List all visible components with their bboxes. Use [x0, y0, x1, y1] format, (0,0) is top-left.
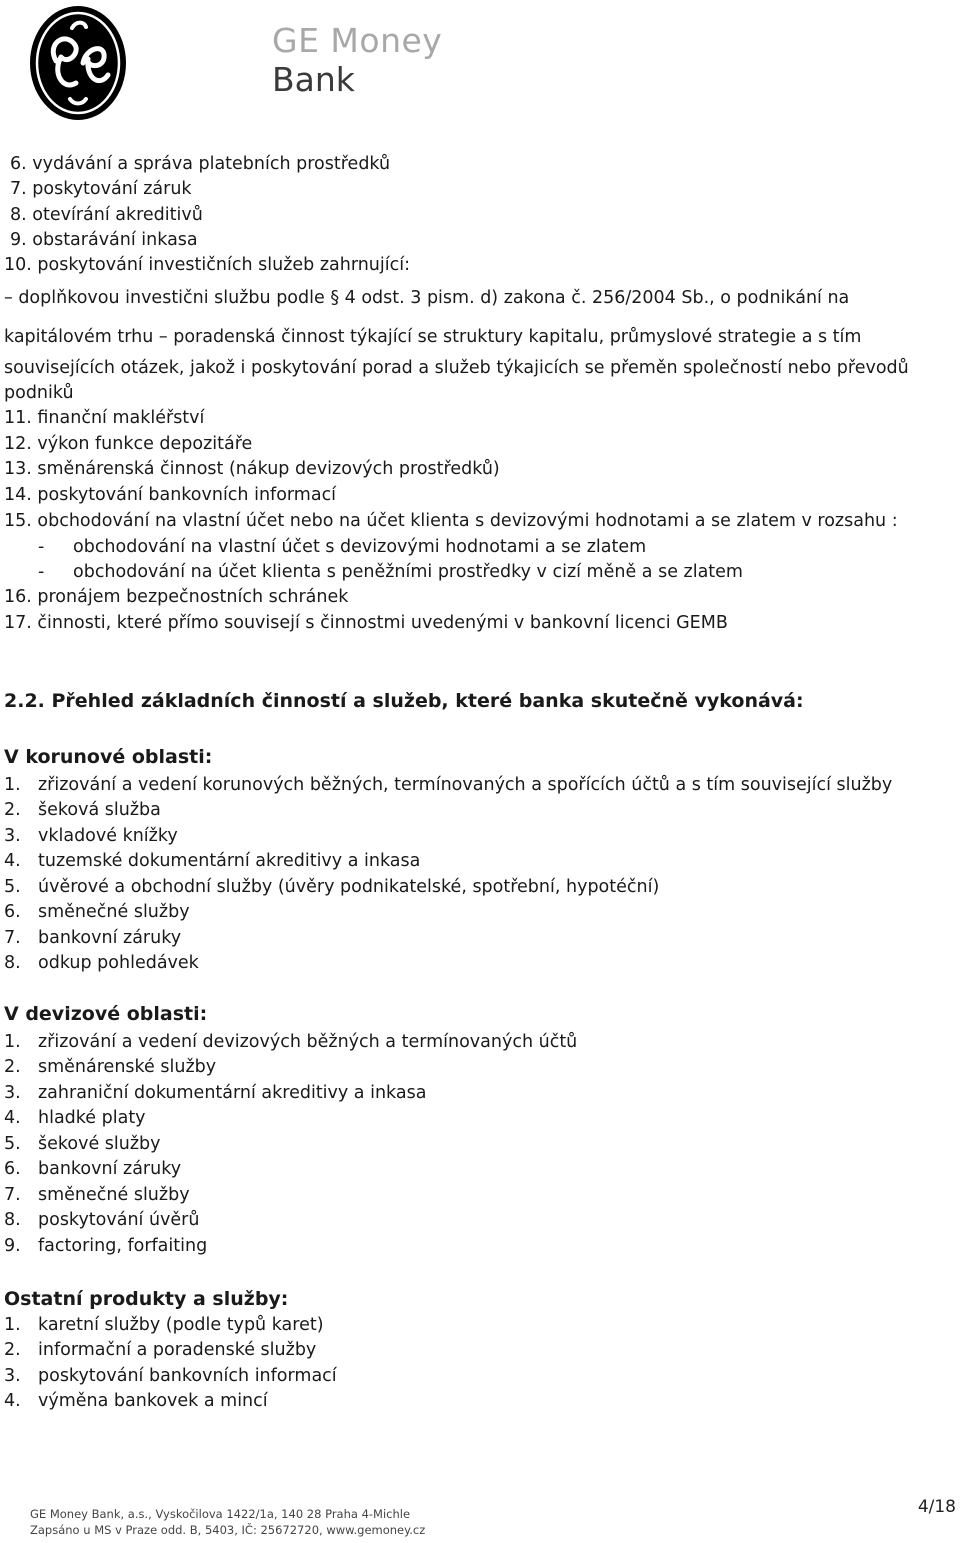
item-number: 1. — [4, 1315, 21, 1335]
list-item: 6. vydávání a správa platebních prostředků — [10, 154, 391, 174]
item-number: 4. — [4, 1391, 21, 1411]
list-item: 10. poskytování investičních služeb zahrnující: — [4, 255, 410, 275]
list-item: 16. pronájem bezpečnostních schránek — [4, 587, 349, 607]
item-text: informační a poradenské služby — [38, 1340, 317, 1360]
list-item — [4, 1342, 316, 1360]
list-item — [4, 1059, 216, 1077]
item-text: směnečné služby — [38, 1185, 190, 1205]
item-number: 3. — [4, 1083, 21, 1103]
section-heading: 2.2. Přehled základních činností a služeb, které banka skutečně vykonává: — [4, 690, 804, 712]
list-item — [4, 1161, 181, 1179]
list-item — [4, 1212, 199, 1230]
list-item — [4, 1085, 426, 1103]
item-text: tuzemské dokumentární akreditivy a inkasa — [38, 851, 421, 871]
list-item — [4, 904, 190, 922]
sub-item-dash: - — [38, 562, 45, 582]
item-text: karetní služby (podle typů karet) — [38, 1315, 324, 1335]
item-number: 2. — [4, 800, 21, 820]
list-item — [4, 1034, 577, 1052]
paragraph-line: – doplňkovou investični službu podle § 4 odst. 3 pism. d) zakona č. 256/2004 Sb., o podnikání na — [4, 288, 850, 308]
brand-line-1: GE Money — [272, 21, 443, 60]
item-number: 2. — [4, 1057, 21, 1077]
item-number: 2. — [4, 1340, 21, 1360]
item-text: zřizování a vedení devizových běžných a termínovaných účtů — [38, 1032, 578, 1052]
item-number: 4. — [4, 1108, 21, 1128]
item-text: bankovní záruky — [38, 1159, 182, 1179]
footer-address: GE Money Bank, a.s., Vyskočilova 1422/1a, 140 28 Praha 4-Michle — [30, 1507, 411, 1521]
item-text: hladké platy — [38, 1108, 146, 1128]
page-number: 4/18 — [917, 1497, 956, 1517]
brand-line-2: Bank — [272, 60, 355, 99]
item-text: směnečné služby — [38, 902, 190, 922]
list-item: 7. poskytování záruk — [10, 179, 192, 199]
item-number: 4. — [4, 851, 21, 871]
page-header — [0, 0, 960, 130]
item-text: zahraniční dokumentární akreditivy a inkasa — [38, 1083, 427, 1103]
list-item: 9. obstarávání inkasa — [10, 230, 198, 250]
list-item — [4, 802, 161, 820]
item-number: 8. — [4, 953, 21, 973]
item-number: 9. — [4, 1236, 21, 1256]
paragraph-line: souvisejících otázek, jakož i poskytování porad a služeb týkajicích se přeměn společností nebo převodů — [4, 358, 909, 378]
sub-item-dash: - — [38, 537, 45, 557]
ge-logo-icon — [28, 3, 128, 123]
list-item: 14. poskytování bankovních informací — [4, 485, 337, 505]
list-item — [4, 1136, 161, 1154]
list-item — [4, 853, 420, 871]
item-text: šekové služby — [38, 1134, 161, 1154]
list-item — [4, 1317, 324, 1335]
item-number: 7. — [4, 928, 21, 948]
subsection-title-devizove: V devizové oblasti: — [4, 1003, 208, 1025]
item-text: bankovní záruky — [38, 928, 182, 948]
list-item — [4, 1393, 268, 1411]
list-item — [4, 930, 181, 948]
list-item: 13. směnárenská činnost (nákup devizových prostředků) — [4, 459, 500, 479]
item-number: 3. — [4, 1366, 21, 1386]
item-text: odkup pohledávek — [38, 953, 199, 973]
paragraph-line: podniků — [4, 383, 74, 403]
list-item: 15. obchodování na vlastní účet nebo na účet klienta s devizovými hodnotami a se zlatem v rozsahu : — [4, 511, 898, 531]
list-item — [4, 1238, 207, 1256]
list-item: 11. finanční makléřství — [4, 408, 205, 428]
item-text: výměna bankovek a mincí — [38, 1391, 268, 1411]
item-text: zřizování a vedení korunových běžných, termínovaných a spořících účtů a s tím související služby — [38, 775, 893, 795]
list-item — [4, 1110, 146, 1128]
item-number: 8. — [4, 1210, 21, 1230]
item-number: 6. — [4, 902, 21, 922]
item-text: směnárenské služby — [38, 1057, 217, 1077]
list-item: 12. výkon funkce depozitáře — [4, 434, 253, 454]
item-text: šeková služba — [38, 800, 161, 820]
item-text: úvěrové a obchodní služby (úvěry podnikatelské, spotřební, hypotéční) — [38, 877, 660, 897]
item-number: 5. — [4, 1134, 21, 1154]
list-item — [4, 879, 659, 897]
list-item — [4, 955, 199, 973]
item-text: factoring, forfaiting — [38, 1236, 208, 1256]
list-item — [4, 1187, 190, 1205]
list-item — [4, 828, 178, 846]
item-text: poskytování úvěrů — [38, 1210, 200, 1230]
list-item — [4, 1368, 337, 1386]
item-number: 3. — [4, 826, 21, 846]
list-item: 8. otevírání akreditivů — [10, 205, 203, 225]
item-number: 5. — [4, 877, 21, 897]
item-number: 1. — [4, 1032, 21, 1052]
sub-item-text: obchodování na vlastní účet s devizovými hodnotami a se zlatem — [73, 537, 647, 557]
footer-registration: Zapsáno u MS v Praze odd. B, 5403, IČ: 25672720, www.gemoney.cz — [30, 1523, 426, 1537]
subsection-title-ostatni: Ostatní produkty a služby: — [4, 1288, 289, 1310]
sub-item-text: obchodování na účet klienta s peněžními prostředky v cizí měně a se zlatem — [73, 562, 743, 582]
item-number: 7. — [4, 1185, 21, 1205]
item-text: poskytování bankovních informací — [38, 1366, 337, 1386]
brand-name — [272, 21, 443, 99]
page-footer — [30, 1506, 425, 1538]
list-item: 17. činnosti, které přímo souvisejí s činnostmi uvedenými v bankovní licenci GEMB — [4, 613, 728, 633]
item-text: vkladové knížky — [38, 826, 178, 846]
subsection-title-korunove: V korunové oblasti: — [4, 746, 213, 768]
list-item — [4, 777, 892, 795]
paragraph-line: kapitálovém trhu – poradenská činnost týkající se struktury kapitalu, průmyslové strategie a s tím — [4, 327, 862, 347]
item-number: 6. — [4, 1159, 21, 1179]
item-number: 1. — [4, 775, 21, 795]
